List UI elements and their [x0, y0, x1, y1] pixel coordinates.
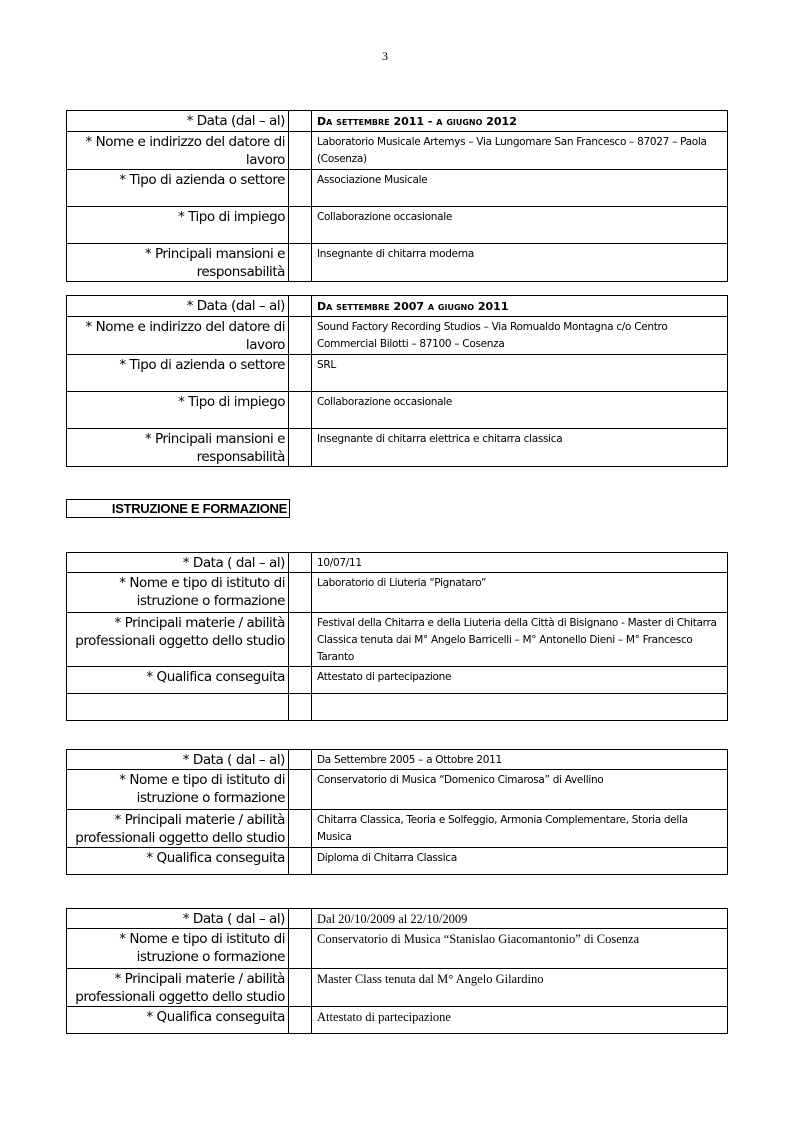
date-label: * Data ( dal – al) [67, 553, 289, 573]
date-value: Da Settembre 2005 – a Ottobre 2011 [312, 750, 728, 770]
employer-value: Laboratorio Musicale Artemys – Via Lungomare San Francesco – 87027 – Paola (Cosenza) [312, 132, 728, 170]
sector-label: * Tipo di azienda o settore [67, 355, 289, 392]
duties-label: * Principali mansioni e responsabilità [67, 429, 289, 467]
qualification-value: Attestato di partecipazione [312, 1007, 728, 1034]
duties-value: Insegnante di chitarra moderna [312, 244, 728, 282]
sector-value: SRL [312, 355, 728, 392]
qualification-value: Diploma di Chitarra Classica [312, 848, 728, 875]
date-value: Da settembre 2007 a giugno 2011 [312, 296, 728, 317]
institute-label: * Nome e tipo di istituto di istruzione o formazione [67, 770, 289, 810]
date-value: Dal 20/10/2009 al 22/10/2009 [312, 909, 728, 929]
duties-label: * Principali mansioni e responsabilità [67, 244, 289, 282]
institute-value: Conservatorio di Musica “Stanislao Giacomantonio” di Cosenza [312, 929, 728, 969]
qualification-label: * Qualifica conseguita [67, 667, 289, 694]
section-heading-education: ISTRUZIONE E FORMAZIONE [66, 499, 290, 518]
empty-cell [67, 694, 289, 721]
date-label: * Data (dal – al) [67, 296, 289, 317]
subjects-label: * Principali materie / abilità professionali oggetto dello studio [67, 613, 289, 667]
job-type-value: Collaborazione occasionale [312, 392, 728, 429]
empty-cell [312, 694, 728, 721]
job-type-value: Collaborazione occasionale [312, 207, 728, 244]
date-value: Da settembre 2011 - a giugno 2012 [312, 111, 728, 132]
employer-label: * Nome e indirizzo del datore di lavoro [67, 317, 289, 355]
employer-value: Sound Factory Recording Studios – Via Romualdo Montagna c/o Centro Commercial Bilotti – 87100 – Cosenza [312, 317, 728, 355]
education-table [66, 908, 728, 1034]
education-table [66, 749, 728, 875]
subjects-value: Festival della Chitarra e della Liuteria della Città di Bisignano - Master di Chitarra Classica tenuta dai M° Angelo Barricelli – M° Antonello Dieni – M° Francesco Taranto [312, 613, 728, 667]
qualification-value: Attestato di partecipazione [312, 667, 728, 694]
date-label: * Data ( dal – al) [67, 750, 289, 770]
job-type-label: * Tipo di impiego [67, 392, 289, 429]
institute-label: * Nome e tipo di istituto di istruzione o formazione [67, 573, 289, 613]
institute-value: Conservatorio di Musica “Domenico Cimarosa” di Avellino [312, 770, 728, 810]
qualification-label: * Qualifica conseguita [67, 1007, 289, 1034]
education-table [66, 552, 728, 721]
subjects-label: * Principali materie / abilità professionali oggetto dello studio [67, 969, 289, 1007]
work-experience-table [66, 110, 728, 282]
date-value: 10/07/11 [312, 553, 728, 573]
date-label: * Data ( dal – al) [67, 909, 289, 929]
institute-label: * Nome e tipo di istituto di istruzione o formazione [67, 929, 289, 969]
institute-value: Laboratorio di Liuteria “Pignataro” [312, 573, 728, 613]
sector-value: Associazione Musicale [312, 170, 728, 207]
subjects-label: * Principali materie / abilità professionali oggetto dello studio [67, 810, 289, 848]
date-label: * Data (dal – al) [67, 111, 289, 132]
work-experience-table [66, 295, 728, 467]
subjects-value: Chitarra Classica, Teoria e Solfeggio, Armonia Complementare, Storia della Musica [312, 810, 728, 848]
duties-value: Insegnante di chitarra elettrica e chitarra classica [312, 429, 728, 467]
job-type-label: * Tipo di impiego [67, 207, 289, 244]
page-number: 3 [382, 49, 388, 63]
subjects-value: Master Class tenuta dal M° Angelo Gilardino [312, 969, 728, 1007]
employer-label: * Nome e indirizzo del datore di lavoro [67, 132, 289, 170]
qualification-label: * Qualifica conseguita [67, 848, 289, 875]
sector-label: * Tipo di azienda o settore [67, 170, 289, 207]
